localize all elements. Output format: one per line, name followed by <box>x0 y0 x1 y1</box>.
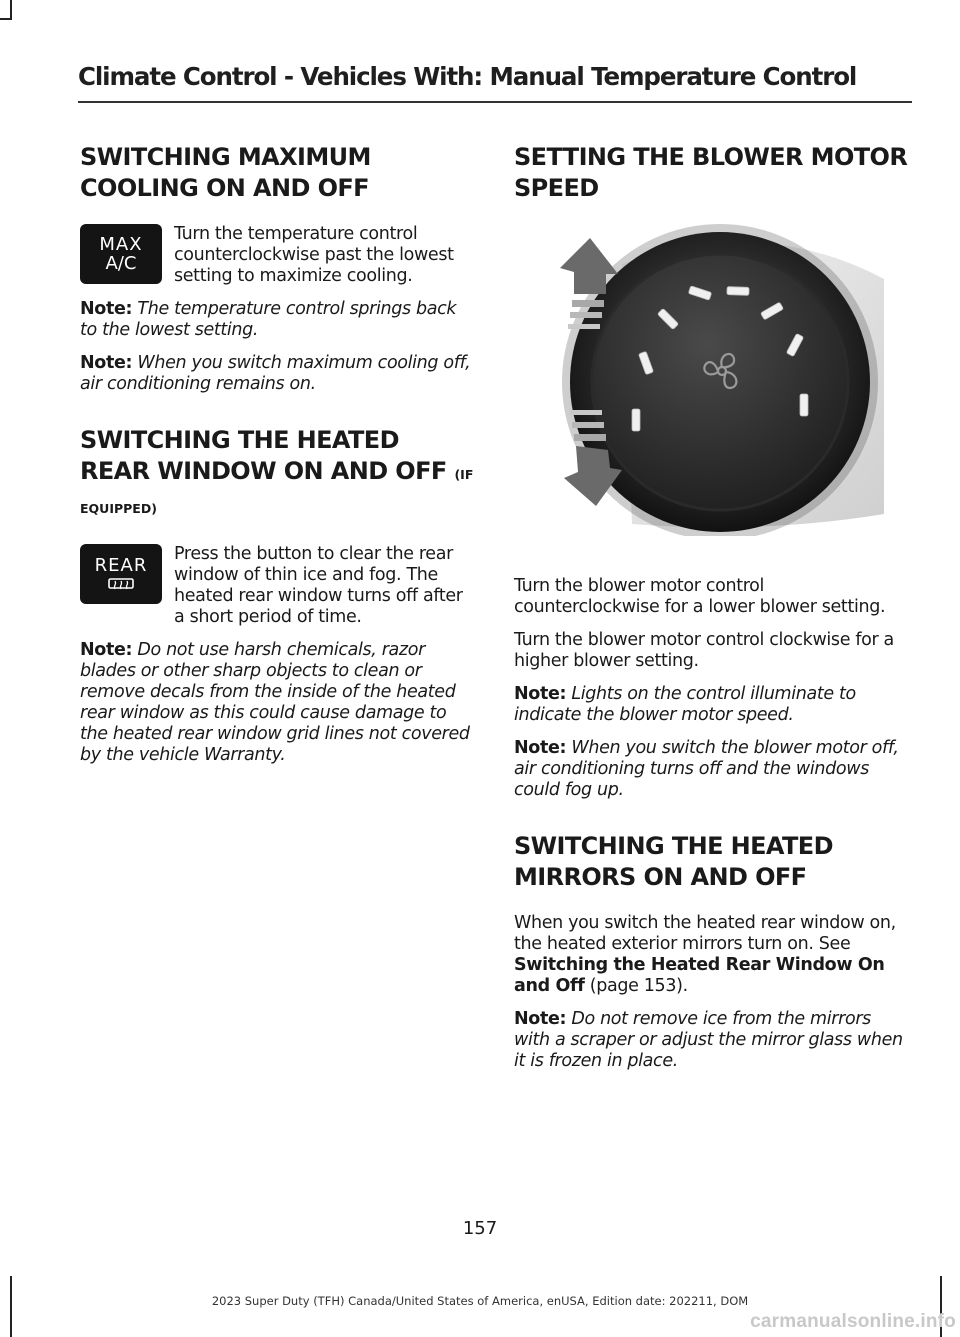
heated-mirrors-text: When you switch the heated rear window on, the heated exterior mirrors turn on. See <box>514 913 896 954</box>
note <box>514 1009 908 1072</box>
speed-light <box>727 287 749 296</box>
speed-light <box>800 394 808 416</box>
note-text: When you switch maximum cooling off, air conditioning remains on. <box>80 353 471 394</box>
note-label: Note: <box>514 738 567 758</box>
note-text: Do not remove ice from the mirrors with a scraper or adjust the mirror glass when it is frozen in place. <box>514 1009 903 1071</box>
cross-reference-page: (page 153). <box>589 976 688 996</box>
crop-mark <box>10 0 12 20</box>
section-heading-blower: SETTING THE BLOWER MOTOR SPEED <box>514 143 908 202</box>
max-ac-icon-label-bottom: A/C <box>105 252 137 274</box>
section-heading-heated-rear-window <box>80 425 474 524</box>
note <box>80 640 474 766</box>
note-text: Lights on the control illuminate to indicate the blower motor speed. <box>514 684 856 725</box>
section-heading-max-cooling: SWITCHING MAXIMUM COOLING ON AND OFF <box>80 143 371 202</box>
note-text: Do not use harsh chemicals, razor blades or other sharp objects to clean or remove decals from the inside of the heated rear window as this could cause damage to the heated rear window grid lines not covered by the vehicle Warranty. <box>80 640 470 765</box>
note-text: The temperature control springs back to the lowest setting. <box>80 299 457 340</box>
note-text: When you switch the blower motor off, air conditioning turns off and the windows could fog up. <box>514 738 899 800</box>
page-number: 157 <box>462 1218 498 1239</box>
cross-reference-link[interactable]: Switching the Heated Rear Window On and Off <box>514 955 885 996</box>
note-label: Note: <box>80 640 133 660</box>
note-label: Note: <box>514 1009 567 1029</box>
note-label: Note: <box>80 299 133 319</box>
rear-defrost-icon <box>80 544 162 604</box>
rear-defrost-icon-label: REAR <box>94 555 148 576</box>
section-heading-heated-mirrors: SWITCHING THE HEATED MIRRORS ON AND OFF <box>514 832 833 891</box>
max-ac-icon-label-top: MAX <box>99 233 143 255</box>
edition-line: 2023 Super Duty (TFH) Canada/United States of America, enUSA, Edition date: 202211, DOM <box>211 1294 749 1308</box>
speed-light <box>632 409 640 431</box>
blower-control-knob-figure <box>512 224 892 536</box>
watermark: carmanualsonline.info <box>750 1311 956 1332</box>
blower-paragraph: Turn the blower motor control counterclockwise for a lower blower setting. <box>514 576 886 617</box>
max-cooling-body: Turn the temperature control counterclockwise past the lowest setting to maximize cooling. <box>174 224 454 286</box>
note <box>514 738 908 801</box>
knob-face <box>592 254 848 510</box>
note <box>80 299 474 341</box>
right-column <box>514 142 908 1084</box>
defrost-grid-icon <box>106 578 136 592</box>
note <box>514 684 908 726</box>
heated-rear-window-body: Press the button to clear the rear window of thin ice and fog. The heated rear window turns off after a short period of time. <box>174 544 463 627</box>
heated-mirrors-body <box>514 913 908 997</box>
max-ac-icon <box>80 224 162 284</box>
blower-paragraph: Turn the blower motor control clockwise for a higher blower setting. <box>514 630 894 671</box>
heading-text: SWITCHING THE HEATED REAR WINDOW ON AND OFF <box>80 426 447 485</box>
heading-suffix: (IF EQUIPPED) <box>80 467 474 516</box>
note <box>80 353 474 395</box>
page-header: Climate Control - Vehicles With: Manual Temperature Control <box>78 62 912 103</box>
note-label: Note: <box>80 353 133 373</box>
crop-mark <box>0 18 12 20</box>
left-column <box>80 142 474 778</box>
note-label: Note: <box>514 684 567 704</box>
